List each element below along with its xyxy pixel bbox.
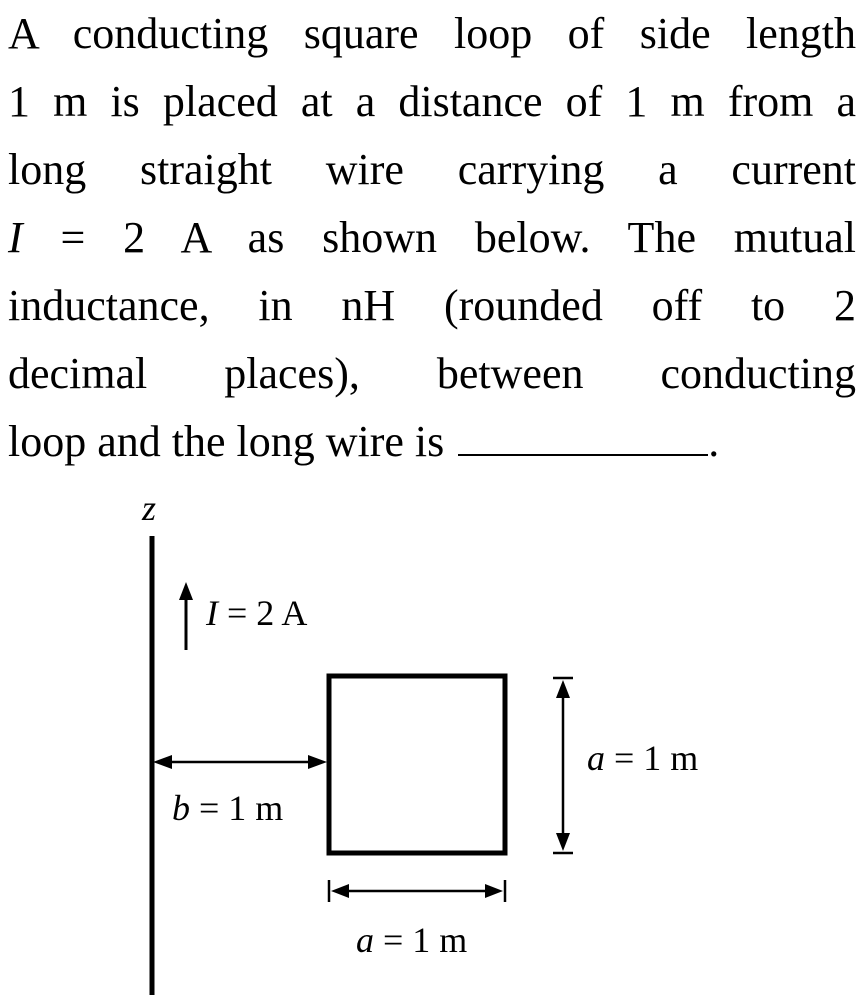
a-side-arrow-down-head (556, 833, 570, 851)
problem-line-4 (8, 204, 856, 272)
answer-blank[interactable] (458, 414, 708, 456)
a-bottom-arrow-right-head (485, 884, 503, 898)
problem-line-4-rest: = 2 A as shown below. The mutual (22, 213, 856, 262)
problem-line-6: decimal places), between conducting (8, 349, 856, 398)
problem-line-7 (8, 408, 856, 476)
problem-line-2: 1 m is placed at a distance of 1 m from a (8, 77, 856, 126)
square-loop (329, 676, 505, 853)
problem-line-7-text: loop and the long wire is (8, 417, 445, 466)
problem-line-3: long straight wire carrying a current (8, 145, 856, 194)
problem-line-7-end: . (708, 417, 720, 466)
diagram-svg (0, 470, 861, 1002)
problem-line-5: inductance, in nH (rounded off to 2 (8, 281, 856, 330)
current-label: I = 2 A (206, 593, 308, 633)
a-side-arrow-up-head (556, 680, 570, 698)
b-arrow-left-head (153, 755, 172, 769)
a-bottom-label: a = 1 m (356, 920, 468, 960)
b-arrow-right-head (308, 755, 327, 769)
problem-statement (8, 0, 856, 476)
a-side-label: a = 1 m (587, 738, 699, 778)
a-bottom-arrow-left-head (331, 884, 349, 898)
b-label: b = 1 m (172, 788, 284, 828)
wire-loop-diagram (0, 470, 861, 1002)
current-arrow-head (179, 582, 193, 600)
z-axis-label: z (142, 488, 157, 528)
problem-line-1: A conducting square loop of side length (8, 9, 856, 58)
current-symbol: I (8, 213, 23, 262)
